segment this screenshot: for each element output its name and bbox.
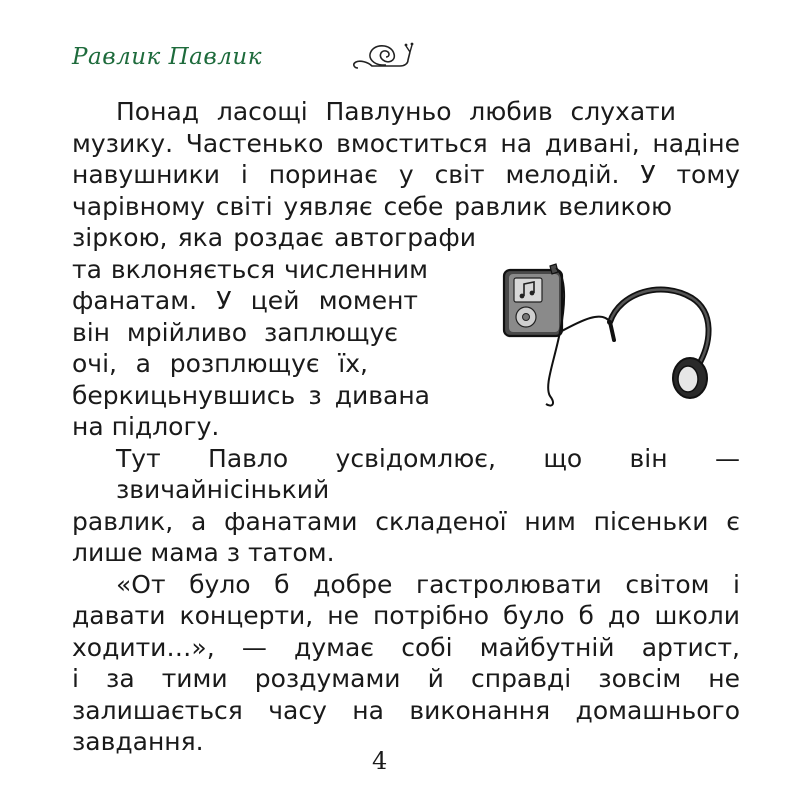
text-line: беркицьнувшись з дивана (72, 380, 430, 410)
text-line: і за тими роздумами й справді зовсім не (72, 664, 740, 693)
page-number: 4 (372, 747, 388, 775)
text-line: очі, а розплющує їх, (72, 349, 368, 378)
mp3-player-icon (504, 264, 562, 336)
text-line: «От було б добре гастролювати світом і (116, 569, 740, 599)
text-line: залишається часу на виконання домашнього (72, 695, 740, 725)
text-line: зіркою, яка роздає автографи (72, 223, 476, 252)
paragraph-3 (72, 569, 740, 758)
paragraph-2 (72, 443, 740, 569)
text-line: Тут Павло усвідомлює, що він — звичайнісінький (116, 443, 740, 504)
text-line: на підлогу. (72, 412, 220, 441)
text-line: ходити…», — думає собі майбутній артист, (72, 632, 740, 662)
story-text (72, 96, 740, 758)
text-line: музику. Частенько вмоститься на дивані, надіне (72, 128, 740, 158)
text-line: лише мама з татом. (72, 538, 335, 567)
text-line: завдання. (72, 727, 204, 756)
page-header-title: Равлик Павлик (72, 44, 262, 70)
text-line: Понад ласощі Павлуньо любив слухати (116, 97, 676, 126)
text-line: він мрійливо заплющує (72, 317, 398, 347)
mp3-player-headphones-icon (492, 262, 732, 412)
text-line: чарівному світі уявляє себе равлик великою (72, 191, 672, 221)
snail-icon (350, 40, 414, 74)
headphones-icon (610, 290, 709, 398)
text-line: навушники і поринає у світ мелодій. У тому (72, 160, 740, 189)
text-line: равлик, а фанатами складеної ним пісеньки є (72, 506, 740, 536)
text-line: фанатам. У цей момент (72, 286, 418, 315)
text-line: та вклоняється численним (72, 254, 428, 284)
text-line: давати концерти, не потрібно було б до школи (72, 601, 740, 630)
